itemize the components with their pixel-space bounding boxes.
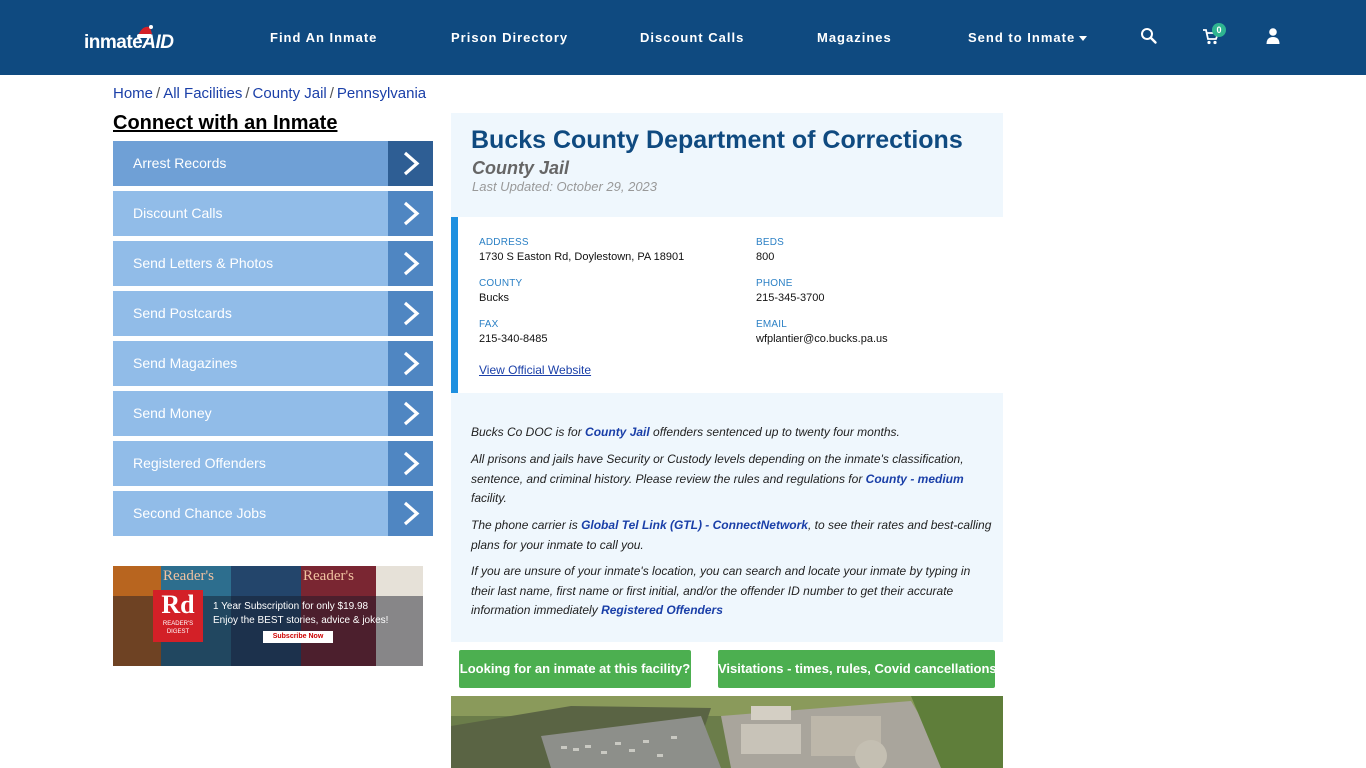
sidebar-item-discount-calls[interactable] [113, 191, 433, 236]
aerial-photo-image [451, 696, 1003, 768]
fax-value: 215-340-8485 [479, 333, 548, 345]
security-level-link[interactable]: County - medium [865, 471, 964, 486]
sidebar-item-label: Discount Calls [133, 205, 223, 221]
sidebar-item-label: Registered Offenders [133, 455, 266, 471]
facility-description-1: Bucks Co DOC is for County Jail offenders sentenced up to twenty four months. [471, 425, 900, 439]
top-navigation-bar [0, 0, 1366, 75]
nav-prison-directory[interactable]: Prison Directory [451, 30, 569, 45]
chevron-right-icon [388, 241, 433, 286]
fax-label: FAX [479, 319, 499, 330]
chevron-right-icon [388, 341, 433, 386]
inmateaid-logo[interactable] [84, 24, 180, 56]
nav-send-to-inmate-label: Send to Inmate [968, 30, 1076, 45]
readers-digest-logo [153, 590, 203, 642]
phone-label: PHONE [756, 278, 793, 289]
sidebar-item-label: Send Money [133, 405, 212, 421]
facility-type: County Jail [472, 158, 570, 178]
ad-masthead: Reader's [303, 568, 355, 584]
county-label: COUNTY [479, 278, 523, 289]
facility-description-3: The phone carrier is Global Tel Link (GTL) - ConnectNetwork, to see their rates and best-calling plans for your inmate to call you. [471, 518, 992, 552]
cart-count-badge: 0 [1212, 23, 1226, 37]
beds-label: BEDS [756, 237, 785, 248]
ad-subscribe-button[interactable]: Subscribe Now [263, 631, 333, 643]
breadcrumb-separator: / [329, 85, 334, 102]
rd-logo-text: Rd [161, 590, 195, 619]
visitations-button[interactable]: Visitations - times, rules, Covid cancellations [718, 650, 995, 688]
chevron-right-icon [388, 291, 433, 336]
sidebar-item-label: Second Chance Jobs [133, 505, 267, 521]
county-jail-link[interactable]: County Jail [585, 425, 650, 439]
address-value: 1730 S Easton Rd, Doylestown, PA 18901 [479, 251, 685, 263]
county-value: Bucks [479, 292, 509, 304]
official-website-link[interactable]: View Official Website [479, 363, 592, 377]
user-icon[interactable] [1264, 27, 1282, 45]
breadcrumb-pennsylvania[interactable]: Pennsylvania [336, 85, 427, 102]
facility-title: Bucks County Department of Corrections [471, 126, 963, 154]
looking-for-inmate-button[interactable]: Looking for an inmate at this facility? [459, 650, 691, 688]
readers-digest-ad-banner[interactable] [113, 566, 423, 666]
sidebar-item-label: Send Letters & Photos [133, 255, 274, 271]
ad-tagline-text: Enjoy the BEST stories, advice & jokes! [213, 615, 389, 626]
email-value: wfplantier@co.bucks.pa.us [756, 333, 888, 345]
sidebar-item-send-postcards[interactable] [113, 291, 433, 336]
nav-send-to-inmate[interactable] [968, 30, 1087, 45]
breadcrumb-separator: / [245, 85, 250, 102]
nav-discount-calls[interactable]: Discount Calls [640, 30, 745, 45]
ad-masthead: Reader's [163, 568, 215, 584]
nav-magazines[interactable]: Magazines [817, 30, 892, 45]
sidebar-item-send-letters-photos[interactable] [113, 241, 433, 286]
sidebar-item-send-magazines[interactable] [113, 341, 433, 386]
breadcrumb-separator: / [156, 85, 161, 102]
last-updated-text: Last Updated: October 29, 2023 [472, 179, 658, 194]
sidebar-item-label: Send Magazines [133, 355, 238, 371]
chevron-right-icon [388, 391, 433, 436]
breadcrumb [113, 85, 426, 102]
sidebar-title: Connect with an Inmate [113, 112, 338, 134]
sidebar-item-label: Arrest Records [133, 155, 227, 171]
sidebar-item-label: Send Postcards [133, 305, 232, 321]
caret-down-icon [1079, 36, 1087, 41]
logo-text: inmateAID [84, 32, 174, 53]
email-label: EMAIL [756, 319, 788, 330]
sidebar-item-second-chance-jobs[interactable] [113, 491, 433, 536]
sidebar-item-arrest-records[interactable] [113, 141, 433, 186]
facility-description-4: If you are unsure of your inmate's location, you can search and locate your inmate by typing in their last name, first name or first initial, and/or the offender ID number to get their accurate information immediately Registered Offenders [471, 564, 971, 617]
nav-find-an-inmate[interactable]: Find An Inmate [270, 30, 378, 45]
sidebar-item-registered-offenders[interactable] [113, 441, 433, 486]
address-label: ADDRESS [479, 237, 529, 248]
beds-value: 800 [756, 251, 775, 263]
sidebar-menu [113, 141, 433, 541]
registered-offenders-link[interactable]: Registered Offenders [601, 603, 723, 617]
breadcrumb-county-jail[interactable]: County Jail [252, 85, 327, 102]
search-icon[interactable] [1140, 27, 1158, 45]
facility-aerial-photo [451, 696, 1003, 768]
phone-value: 215-345-3700 [756, 292, 825, 304]
chevron-right-icon [388, 441, 433, 486]
ad-offer-text: 1 Year Subscription for only $19.98 [213, 601, 369, 612]
chevron-right-icon [388, 491, 433, 536]
facility-description-2: All prisons and jails have Security or Custody levels depending on the inmate's classification, sentence, and criminal history. Please review the rules and regulations for County - medium facility. [471, 452, 964, 505]
breadcrumb-home[interactable]: Home [113, 85, 154, 102]
chevron-right-icon [388, 141, 433, 186]
breadcrumb-all-facilities[interactable]: All Facilities [163, 85, 243, 102]
rd-logo-subtext: READER'S DIGEST [162, 621, 194, 635]
phone-carrier-link[interactable]: Global Tel Link (GTL) - ConnectNetwork [581, 518, 808, 532]
chevron-right-icon [388, 191, 433, 236]
sidebar-item-send-money[interactable] [113, 391, 433, 436]
